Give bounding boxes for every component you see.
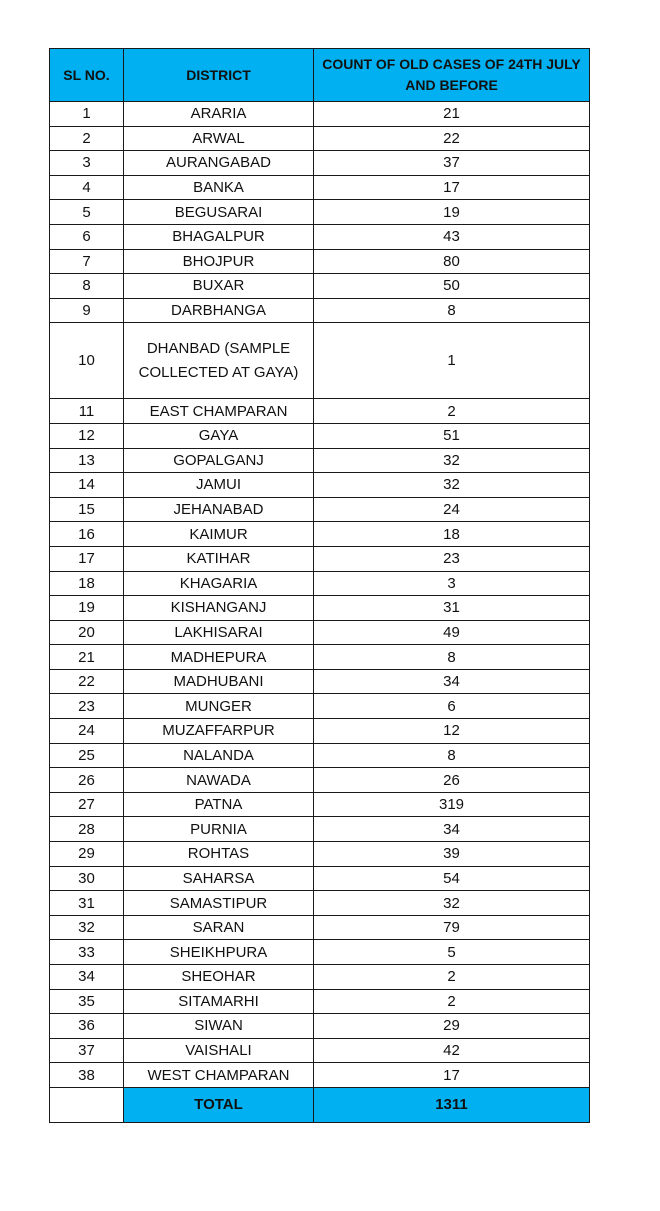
sl-no-cell: 7 <box>50 249 124 274</box>
sl-no-cell: 14 <box>50 473 124 498</box>
sl-no-cell: 6 <box>50 224 124 249</box>
district-name: NAWADA <box>186 771 251 789</box>
count-cell: 12 <box>314 719 590 744</box>
count-cell: 39 <box>314 842 590 867</box>
district-cell <box>124 298 314 323</box>
count-cell: 32 <box>314 473 590 498</box>
sl-no-cell: 9 <box>50 298 124 323</box>
table-row <box>50 940 590 965</box>
district-name: KATIHAR <box>186 550 251 568</box>
district-cell <box>124 126 314 151</box>
table-row <box>50 102 590 127</box>
table-row <box>50 645 590 670</box>
count-cell: 31 <box>314 596 590 621</box>
count-cell: 32 <box>314 448 590 473</box>
district-name: BHOJPUR <box>182 252 255 270</box>
count-cell: 34 <box>314 817 590 842</box>
count-cell: 37 <box>314 151 590 176</box>
sl-no-cell: 31 <box>50 891 124 916</box>
district-cell <box>124 866 314 891</box>
district-name: KAIMUR <box>189 525 248 543</box>
table-row <box>50 298 590 323</box>
district-name: MADHEPURA <box>170 648 267 666</box>
count-cell: 22 <box>314 126 590 151</box>
count-cell: 79 <box>314 915 590 940</box>
sl-no-cell: 5 <box>50 200 124 225</box>
district-name: LAKHISARAI <box>174 623 263 641</box>
district-cell <box>124 989 314 1014</box>
district-name: PATNA <box>194 796 243 814</box>
district-cell <box>124 645 314 670</box>
table-row <box>50 200 590 225</box>
district-name: SARAN <box>192 919 245 937</box>
district-cell <box>124 473 314 498</box>
district-cell <box>124 743 314 768</box>
district-name: SHEIKHPURA <box>169 943 268 961</box>
table-row <box>50 792 590 817</box>
count-cell: 49 <box>314 620 590 645</box>
district-cell <box>124 448 314 473</box>
total-empty-cell <box>50 1087 124 1122</box>
sl-no-cell: 12 <box>50 423 124 448</box>
sl-no-cell: 18 <box>50 571 124 596</box>
count-cell: 24 <box>314 497 590 522</box>
sl-no-cell: 15 <box>50 497 124 522</box>
table-row <box>50 965 590 990</box>
district-cell <box>124 915 314 940</box>
table-row <box>50 323 590 399</box>
count-cell: 19 <box>314 200 590 225</box>
count-cell: 50 <box>314 274 590 299</box>
district-cell <box>124 817 314 842</box>
sl-no-cell: 34 <box>50 965 124 990</box>
district-name: BANKA <box>193 179 244 197</box>
sl-no-cell: 36 <box>50 1014 124 1039</box>
sl-no-cell: 23 <box>50 694 124 719</box>
district-name: SIWAN <box>194 1017 243 1035</box>
district-name: NALANDA <box>183 746 254 764</box>
table-row <box>50 151 590 176</box>
table-row <box>50 768 590 793</box>
district-cell <box>124 768 314 793</box>
count-cell: 54 <box>314 866 590 891</box>
district-name: ARARIA <box>190 105 247 123</box>
district-cell <box>124 497 314 522</box>
district-cell <box>124 1014 314 1039</box>
header-sl-no: SL NO. <box>50 49 124 102</box>
table-row <box>50 989 590 1014</box>
table-row <box>50 399 590 424</box>
district-name: VAISHALI <box>185 1042 252 1060</box>
district-name: PURNIA <box>190 820 247 838</box>
table-row <box>50 719 590 744</box>
table-row <box>50 866 590 891</box>
count-cell: 42 <box>314 1038 590 1063</box>
district-name: ARWAL <box>192 129 245 147</box>
count-cell: 2 <box>314 399 590 424</box>
district-name: WEST CHAMPARAN <box>147 1066 290 1084</box>
district-name: ROHTAS <box>187 845 250 863</box>
district-cell <box>124 1038 314 1063</box>
sl-no-cell: 27 <box>50 792 124 817</box>
count-cell: 8 <box>314 743 590 768</box>
district-name: BHAGALPUR <box>172 228 265 246</box>
district-cell <box>124 102 314 127</box>
district-cell <box>124 224 314 249</box>
district-cell <box>124 399 314 424</box>
district-name: SAMASTIPUR <box>169 894 268 912</box>
total-row <box>50 1087 590 1122</box>
district-name: JAMUI <box>196 476 241 494</box>
table-row <box>50 743 590 768</box>
district-name: GOPALGANJ <box>173 451 264 469</box>
sl-no-cell: 38 <box>50 1063 124 1088</box>
district-name: MADHUBANI <box>173 673 264 691</box>
table-row <box>50 596 590 621</box>
count-cell: 17 <box>314 1063 590 1088</box>
sl-no-cell: 22 <box>50 669 124 694</box>
sl-no-cell: 37 <box>50 1038 124 1063</box>
district-name: DHANBAD (SAMPLE COLLECTED AT GAYA) <box>138 339 299 381</box>
district-name: SITAMARHI <box>178 992 259 1010</box>
district-cell <box>124 249 314 274</box>
district-cell <box>124 620 314 645</box>
table-row <box>50 817 590 842</box>
total-value: 1311 <box>314 1087 590 1122</box>
sl-no-cell: 4 <box>50 175 124 200</box>
sl-no-cell: 20 <box>50 620 124 645</box>
district-cell <box>124 792 314 817</box>
table-row <box>50 1063 590 1088</box>
count-cell: 29 <box>314 1014 590 1039</box>
count-cell: 21 <box>314 102 590 127</box>
district-name: JEHANABAD <box>173 501 264 519</box>
table-row <box>50 669 590 694</box>
district-cell <box>124 151 314 176</box>
district-name: SHEOHAR <box>181 968 256 986</box>
district-cell <box>124 423 314 448</box>
district-cell <box>124 274 314 299</box>
table-row <box>50 473 590 498</box>
table-row <box>50 249 590 274</box>
district-cell <box>124 546 314 571</box>
sl-no-cell: 2 <box>50 126 124 151</box>
table-body <box>50 102 590 1088</box>
district-name: MUZAFFARPUR <box>162 722 275 740</box>
district-cell <box>124 175 314 200</box>
count-cell: 5 <box>314 940 590 965</box>
table-row <box>50 274 590 299</box>
district-cell <box>124 940 314 965</box>
table-row <box>50 126 590 151</box>
district-cell <box>124 522 314 547</box>
district-cell <box>124 965 314 990</box>
sl-no-cell: 35 <box>50 989 124 1014</box>
table-row <box>50 1014 590 1039</box>
district-cases-table <box>49 48 590 1123</box>
count-cell: 6 <box>314 694 590 719</box>
sl-no-cell: 10 <box>50 323 124 399</box>
count-cell: 2 <box>314 965 590 990</box>
sl-no-cell: 33 <box>50 940 124 965</box>
table-row <box>50 842 590 867</box>
district-name: BUXAR <box>192 277 245 295</box>
count-cell: 17 <box>314 175 590 200</box>
table-row <box>50 497 590 522</box>
sl-no-cell: 13 <box>50 448 124 473</box>
district-cell <box>124 200 314 225</box>
table-row <box>50 522 590 547</box>
count-cell: 8 <box>314 298 590 323</box>
sl-no-cell: 28 <box>50 817 124 842</box>
table-row <box>50 891 590 916</box>
count-cell: 43 <box>314 224 590 249</box>
district-cell <box>124 669 314 694</box>
table-row <box>50 694 590 719</box>
count-cell: 18 <box>314 522 590 547</box>
count-cell: 32 <box>314 891 590 916</box>
sl-no-cell: 17 <box>50 546 124 571</box>
sl-no-cell: 32 <box>50 915 124 940</box>
district-name: AURANGABAD <box>165 154 272 172</box>
table-row <box>50 175 590 200</box>
district-name: KHAGARIA <box>179 574 258 592</box>
total-label: TOTAL <box>124 1087 314 1122</box>
sl-no-cell: 25 <box>50 743 124 768</box>
district-name: GAYA <box>198 427 239 445</box>
count-cell: 80 <box>314 249 590 274</box>
sl-no-cell: 3 <box>50 151 124 176</box>
table-row <box>50 571 590 596</box>
table-row <box>50 1038 590 1063</box>
sl-no-cell: 19 <box>50 596 124 621</box>
district-cell <box>124 719 314 744</box>
sl-no-cell: 1 <box>50 102 124 127</box>
count-cell: 3 <box>314 571 590 596</box>
count-cell: 51 <box>314 423 590 448</box>
header-count: COUNT OF OLD CASES OF 24TH JULY AND BEFORE <box>314 49 590 102</box>
sl-no-cell: 26 <box>50 768 124 793</box>
district-name: KISHANGANJ <box>170 599 267 617</box>
count-cell: 1 <box>314 323 590 399</box>
header-district: DISTRICT <box>124 49 314 102</box>
sl-no-cell: 30 <box>50 866 124 891</box>
district-name: BEGUSARAI <box>174 203 263 221</box>
district-cell <box>124 891 314 916</box>
table-row <box>50 448 590 473</box>
table-row <box>50 546 590 571</box>
district-name: EAST CHAMPARAN <box>149 402 288 420</box>
district-cell <box>124 842 314 867</box>
sl-no-cell: 11 <box>50 399 124 424</box>
count-cell: 26 <box>314 768 590 793</box>
table-row <box>50 224 590 249</box>
table-row <box>50 423 590 448</box>
sl-no-cell: 8 <box>50 274 124 299</box>
district-name: MUNGER <box>185 697 252 715</box>
table-row <box>50 915 590 940</box>
count-cell: 319 <box>314 792 590 817</box>
table-row <box>50 620 590 645</box>
sl-no-cell: 29 <box>50 842 124 867</box>
sl-no-cell: 16 <box>50 522 124 547</box>
sl-no-cell: 24 <box>50 719 124 744</box>
district-cell <box>124 571 314 596</box>
header-row <box>50 49 590 102</box>
count-cell: 23 <box>314 546 590 571</box>
count-cell: 8 <box>314 645 590 670</box>
district-cell <box>124 596 314 621</box>
district-cell <box>124 694 314 719</box>
sl-no-cell: 21 <box>50 645 124 670</box>
district-name: SAHARSA <box>182 869 255 887</box>
district-cell <box>124 1063 314 1088</box>
district-cell <box>124 323 314 399</box>
count-cell: 34 <box>314 669 590 694</box>
district-name: DARBHANGA <box>170 302 267 320</box>
count-cell: 2 <box>314 989 590 1014</box>
